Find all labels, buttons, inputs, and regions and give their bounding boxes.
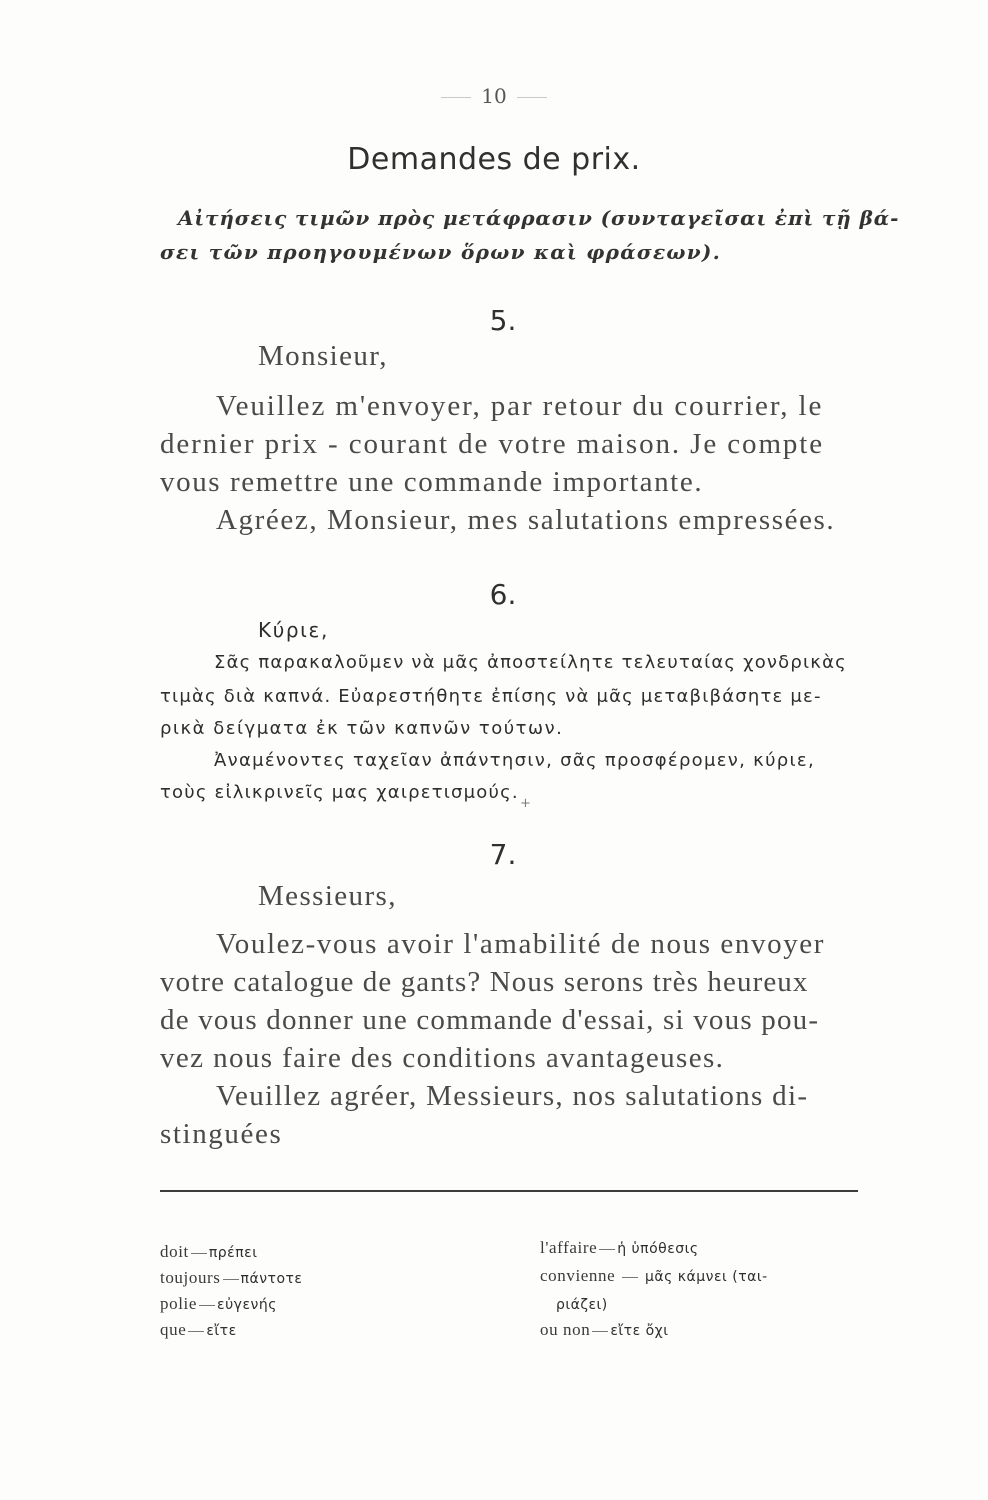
glossary-entry: convienne μᾶς κάμνει (ται-: [540, 1266, 768, 1285]
letter-7-line: Voulez-vous avoir l'amabilité de nous envoyer: [216, 928, 826, 960]
equals-mark: [622, 1277, 638, 1278]
subtitle-line-2: σει τῶν προηγουμένων ὅρων καὶ φράσεων).: [160, 240, 721, 264]
page-number: 10: [0, 84, 988, 108]
letter-6-number: 6.: [489, 578, 517, 611]
letter-6-salutation: Κύριε,: [258, 618, 329, 642]
left-dash: [441, 97, 471, 98]
margin-mark: +: [520, 796, 531, 811]
equals-mark: [199, 1305, 215, 1306]
subtitle-line-1: Αἰτήσεις τιμῶν πρὸς μετάφρασιν (συνταγεῖσαι ἐπὶ τῇ βά-: [178, 206, 900, 230]
letter-5-line: vous remettre une commande importante.: [160, 466, 704, 498]
letter-6-line: Σᾶς παρακαλοῦμεν νὰ μᾶς ἀποστείλητε τελευταίας χονδρικὰς: [214, 652, 847, 673]
glossary-entry-continuation: ριάζει): [556, 1297, 608, 1313]
letter-5-number: 5.: [489, 304, 517, 337]
glossary-entry: l'affaire ἡ ὑπόθεσις: [540, 1238, 699, 1257]
letter-6-line: ρικὰ δείγματα ἐκ τῶν καπνῶν τούτων.: [160, 718, 564, 739]
letter-7-line: stinguées: [160, 1118, 283, 1150]
glossary-entry: polie εὐγενής: [160, 1294, 277, 1313]
equals-mark: [223, 1279, 239, 1280]
right-dash: [517, 97, 547, 98]
letter-7-salutation: Messieurs,: [258, 880, 397, 912]
letter-6-line: Ἀναμένοντες ταχεῖαν ἀπάντησιν, σᾶς προσφέρομεν, κύριε,: [214, 750, 815, 771]
footnote-divider: [160, 1190, 858, 1192]
equals-mark: [191, 1253, 207, 1254]
letter-5-salutation: Monsieur,: [258, 340, 388, 372]
page-title: Demandes de prix.: [347, 142, 641, 177]
letter-7-line: votre catalogue de gants? Nous serons très heureux: [160, 966, 809, 998]
glossary-entry: doit πρέπει: [160, 1242, 258, 1261]
letter-7-line: de vous donner une commande d'essai, si vous pou-: [160, 1004, 820, 1036]
equals-mark: [592, 1331, 608, 1332]
letter-5-line: Veuillez m'envoyer, par retour du courrier, le: [216, 390, 824, 422]
glossary-entry: ou non εἴτε ὄχι: [540, 1320, 669, 1339]
glossary-entry: que εἴτε: [160, 1320, 237, 1339]
letter-5-line: Agréez, Monsieur, mes salutations empressées.: [216, 504, 836, 536]
letter-6-line: τοὺς εἰλικρινεῖς μας χαιρετισμούς.: [160, 782, 519, 803]
letter-7-number: 7.: [489, 838, 517, 871]
equals-mark: [188, 1331, 204, 1332]
letter-6-line: τιμὰς διὰ καπνά. Εὐαρεστήθητε ἐπίσης νὰ μᾶς μεταβιβάσητε με-: [160, 686, 822, 707]
letter-7-line: vez nous faire des conditions avantageuses.: [160, 1042, 725, 1074]
letter-7-line: Veuillez agréer, Messieurs, nos salutations di-: [216, 1080, 809, 1112]
glossary-entry: toujours πάντοτε: [160, 1268, 303, 1287]
equals-mark: [599, 1249, 615, 1250]
letter-5-line: dernier prix - courant de votre maison. Je compte: [160, 428, 825, 460]
